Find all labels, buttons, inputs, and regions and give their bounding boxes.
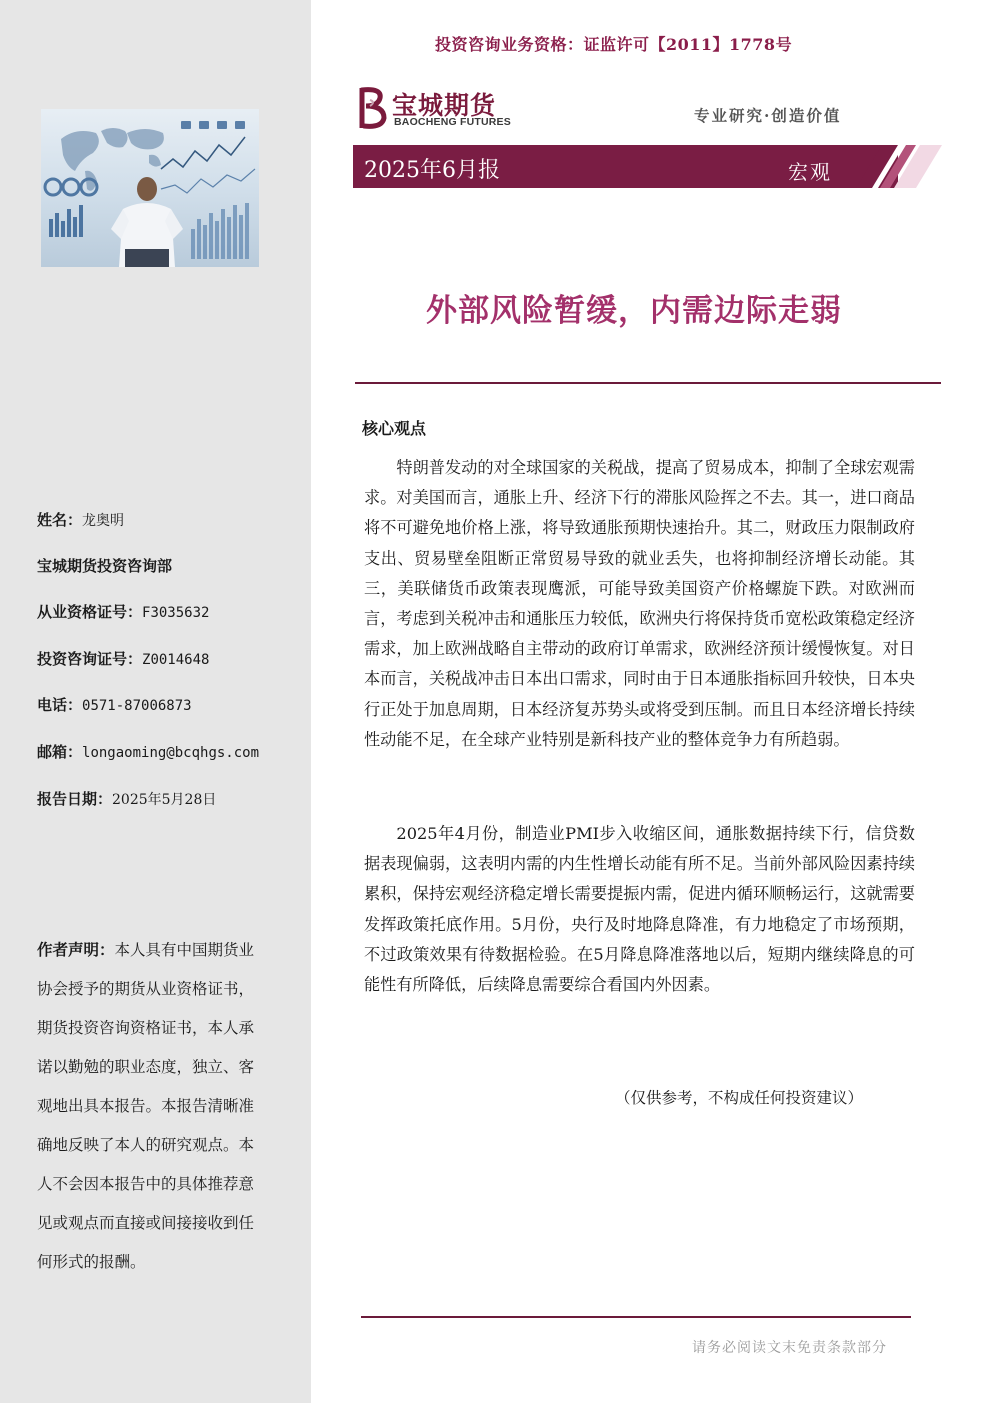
report-date-label: 报告日期： bbox=[37, 790, 113, 808]
logo-mark-icon bbox=[356, 86, 388, 130]
body-paragraph-1: 特朗普发动的对全球国家的关税战，提高了贸易成本，抑制了全球宏观需求。对美国而言，通胀上升、经济下行的滞胀风险挥之不去。其一，进口商品将不可避免地价格上涨，将导致通胀预期快速抬升。其二，财政压力限制政府支出、贸易壁垒阻断正常贸易导致的就业丢失，也将抑制经济增长动能。其三，美联储货币政策表现鹰派，可能导致美国资产价格螺旋下跌。对欧洲而言，考虑到关税冲击和通胀压力较低，欧洲央行将保持货币宽松政策稳定经济需求，加上欧洲战略自主带动的政府订单需求，欧洲经济预计缓慢恢复。对日本而言，关税战冲击日本出口需求，同时由于日本通胀指标回升较快，日本央行正处于加息周期，日本经济复苏势头或将受到压制。而且日本经济增长持续性动能不足，在全球产业特别是新科技产业的整体竞争力有所趋弱。 bbox=[364, 458, 915, 749]
title-divider bbox=[355, 382, 941, 384]
report-date-row bbox=[37, 789, 216, 810]
analyst-name-label: 姓名： bbox=[37, 511, 83, 529]
email-row bbox=[37, 742, 259, 763]
cert-label: 从业资格证号： bbox=[37, 603, 143, 621]
analyst-name: 龙奥明 bbox=[82, 513, 125, 529]
report-date: 2025年5月28日 bbox=[112, 792, 217, 808]
businessman-dashboard-illustration bbox=[41, 109, 259, 267]
department-row bbox=[37, 556, 172, 576]
cert-row bbox=[37, 602, 209, 623]
company-logo bbox=[356, 86, 526, 132]
disclaimer-label: 作者声明： bbox=[37, 941, 115, 959]
advisory-number: Z0014648 bbox=[142, 652, 210, 668]
banner-title: 2025年6月报 bbox=[364, 158, 500, 183]
department-name: 宝城期货投资咨询部 bbox=[37, 557, 173, 575]
disclaimer-text: 本人具有中国期货业协会授予的期货从业资格证书，期货投资咨询资格证书，本人承诺以勤勉的职业态度，独立、客观地出具本报告。本报告清晰准确地反映了本人的研究观点。本人不会因本报告中的具体推荐意见或观点而直接或间接接收到任何形式的报酬。 bbox=[37, 941, 255, 1271]
email-label: 邮箱： bbox=[37, 743, 83, 761]
banner-stripes-decoration bbox=[856, 145, 942, 188]
section-heading: 核心观点 bbox=[362, 419, 427, 438]
advisory-row bbox=[37, 649, 209, 670]
logo-english-name: BAOCHENG FUTURES bbox=[394, 116, 511, 128]
reference-note: （仅供参考，不构成任何投资建议） bbox=[615, 1089, 864, 1107]
cert-number: F3035632 bbox=[142, 605, 210, 621]
cover-image bbox=[41, 109, 259, 267]
analyst-name-row bbox=[37, 510, 124, 531]
license-text: 投资咨询业务资格：证监许可【2011】1778号 bbox=[435, 35, 793, 54]
email-address[interactable]: longaoming@bcqhgs.com bbox=[82, 745, 260, 761]
phone-row bbox=[37, 695, 192, 716]
body-paragraph-2: 2025年4月份，制造业PMI步入收缩区间，通胀数据持续下行，信贷数据表现偏弱，这表明内需的内生性增长动能有所不足。当前外部风险因素持续累积，保持宏观经济稳定增长需要提振内需，促进内循环顺畅运行，这就需要发挥政策托底作用。5月份，央行及时地降息降准，有力地稳定了市场预期，不过政策效果有待数据检验。在5月降息降准落地以后，短期内继续降息的可能性有所降低，后续降息需要综合看国内外因素。 bbox=[364, 824, 915, 995]
phone-number: 0571-87006873 bbox=[82, 698, 192, 714]
slogan: 专业研究·创造价值 bbox=[694, 106, 842, 125]
logo-chinese-name: 宝城期货 bbox=[392, 91, 497, 120]
banner-category: 宏观 bbox=[788, 160, 832, 184]
footer-text: 请务必阅读文末免责条款部分 bbox=[692, 1340, 887, 1356]
author-disclaimer bbox=[37, 931, 269, 1282]
phone-label: 电话： bbox=[37, 696, 83, 714]
footer-divider bbox=[361, 1316, 911, 1318]
report-title: 外部风险暂缓，内需边际走弱 bbox=[426, 293, 842, 329]
advisory-label: 投资咨询证号： bbox=[37, 650, 143, 668]
